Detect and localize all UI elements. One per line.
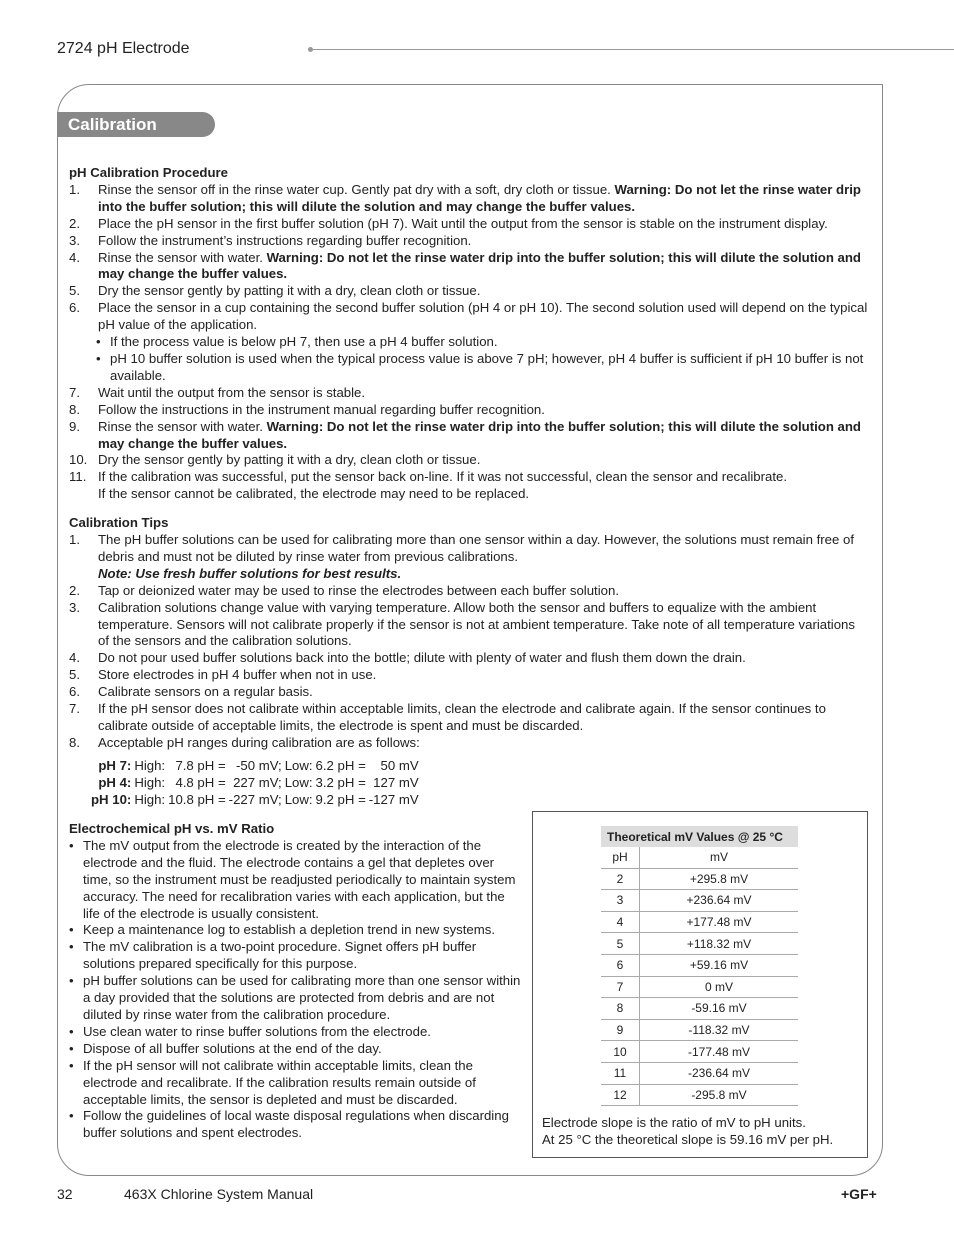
table-row xyxy=(601,976,798,998)
step6-bullets xyxy=(69,334,869,385)
ratio-section xyxy=(69,821,524,1142)
slope-note xyxy=(542,1114,833,1148)
range-row xyxy=(91,792,422,809)
tip-step xyxy=(69,650,869,667)
procedure-step xyxy=(69,419,869,453)
step-number: 10. xyxy=(69,452,88,468)
ratio-bullet: • If the pH sensor will not calibrate within acceptable limits, clean the electrode and recalibrate. If the calibration results remain outside of acceptable limits, the sensor is depleted and must be discarded. xyxy=(69,1058,524,1109)
procedure-step xyxy=(69,300,869,334)
step-number: 1. xyxy=(69,181,80,197)
procedure-heading: pH Calibration Procedure xyxy=(69,165,229,180)
step-text: Follow the instructions in the instrument manual regarding buffer recognition. xyxy=(98,401,545,417)
main-content xyxy=(69,165,869,809)
range-cell-lm: -127 mV xyxy=(368,791,419,807)
ph-ranges-table xyxy=(91,758,422,809)
mv-cell-mv: +177.48 mV xyxy=(640,911,799,933)
tip-text: Acceptable pH ranges during calibration are as follows: xyxy=(98,734,420,750)
range-cell-ph: pH 10: xyxy=(91,791,132,807)
range-cell-lv: 6.2 pH = xyxy=(315,757,366,773)
range-cell-lo: Low: xyxy=(284,791,313,807)
mv-col-mv: mV xyxy=(640,847,799,868)
footer-title: 463X Chlorine System Manual xyxy=(124,1186,314,1202)
mv-cell-mv: -118.32 mV xyxy=(640,1019,799,1041)
tips-heading: Calibration Tips xyxy=(69,515,169,531)
range-row xyxy=(91,775,422,792)
ratio-list xyxy=(69,838,524,1142)
tip-text: Tap or deionized water may be used to rinse the electrodes between each buffer solution. xyxy=(98,582,619,598)
range-cell-hm: -50 mV; xyxy=(236,757,282,773)
mv-cell-mv: +59.16 mV xyxy=(640,954,799,976)
ratio-bullet: • The mV calibration is a two-point procedure. Signet offers pH buffer solutions prepared specifically for this purpose. xyxy=(69,939,524,973)
mv-cell-ph: 12 xyxy=(601,1084,640,1106)
ratio-bullet: • Use clean water to rinse buffer solutions from the electrode. xyxy=(69,1024,524,1041)
tip-number: 8. xyxy=(69,734,80,750)
table-row xyxy=(601,890,798,912)
page-number: 32 xyxy=(57,1186,73,1202)
tip-step xyxy=(69,667,869,684)
mv-cell-mv: 0 mV xyxy=(640,976,799,998)
tip-step xyxy=(69,600,869,651)
procedure-step xyxy=(69,469,869,503)
step6-bullet: • pH 10 buffer solution is used when the typical process value is above 7 pH; however, pH 4 buffer is sufficient if pH 10 buffer is not available. xyxy=(96,351,869,385)
slope-note-line2: At 25 °C the theoretical slope is 59.16 mV per pH. xyxy=(542,1132,834,1147)
step-number: 8. xyxy=(69,401,80,417)
tip-number: 4. xyxy=(69,650,80,666)
tip-text: Calibrate sensors on a regular basis. xyxy=(98,684,313,700)
step6-bullet: • If the process value is below pH 7, then use a pH 4 buffer solution. xyxy=(96,334,869,351)
tip-number: 1. xyxy=(69,532,80,548)
step-number: 3. xyxy=(69,232,80,248)
tip-number: 3. xyxy=(69,599,80,615)
step-number: 2. xyxy=(69,215,80,231)
tip-number: 7. xyxy=(69,701,80,717)
mv-values-table xyxy=(601,826,798,1106)
tip-step xyxy=(69,583,869,600)
mv-values-box xyxy=(532,811,868,1158)
range-cell-hi: High: xyxy=(134,757,166,773)
step-warning: Warning: Do not let the rinse water drip into the buffer solution; this will dilute the solution and may change the buffer values. xyxy=(98,418,861,451)
tip-step xyxy=(69,684,869,701)
tip-step xyxy=(69,701,869,735)
step-warning: Warning: Do not let the rinse water drip into the buffer solution; this will dilute the solution and may change the buffer values. xyxy=(98,249,861,282)
table-row xyxy=(601,933,798,955)
mv-cell-mv: +295.8 mV xyxy=(640,868,799,890)
mv-cell-mv: +118.32 mV xyxy=(640,933,799,955)
tip-number: 5. xyxy=(69,667,80,683)
mv-cell-ph: 7 xyxy=(601,976,640,998)
mv-cell-mv: -177.48 mV xyxy=(640,1041,799,1063)
table-row xyxy=(601,868,798,890)
mv-cell-ph: 11 xyxy=(601,1062,640,1084)
step-text: Rinse the sensor with water. xyxy=(98,249,267,265)
procedure-step xyxy=(69,283,869,300)
tip-text: Do not pour used buffer solutions back into the bottle; dilute with plenty of water and flush them down the drain. xyxy=(98,650,746,666)
range-cell-lm: 50 mV xyxy=(380,757,419,773)
range-cell-hv: 4.8 pH = xyxy=(175,774,226,790)
header-rule xyxy=(310,49,954,50)
mv-cell-ph: 10 xyxy=(601,1041,640,1063)
step-text: Place the pH sensor in the first buffer solution (pH 7). Wait until the output from the sensor is stable on the instrument display. xyxy=(98,215,828,231)
mv-table-title: Theoretical mV Values @ 25 °C xyxy=(601,826,798,847)
table-row xyxy=(601,1041,798,1063)
range-cell-ph: pH 7: xyxy=(98,757,132,773)
step-text: Dry the sensor gently by patting it with a dry, clean cloth or tissue. xyxy=(98,452,481,468)
tip-text: Calibration solutions change value with varying temperature. Allow both the sensor and buffers to equalize with the ambient temperature. Sensors will not calibrate properly if the sensor is not at ambient temperature. Take note of all temperature variations of the sensors and the calibration solutions. xyxy=(98,599,855,649)
range-cell-hm: -227 mV; xyxy=(228,791,282,807)
mv-cell-mv: -236.64 mV xyxy=(640,1062,799,1084)
mv-cell-ph: 5 xyxy=(601,933,640,955)
tip-step xyxy=(69,532,869,583)
procedure-step xyxy=(69,452,869,469)
ratio-bullet: • pH buffer solutions can be used for calibrating more than one sensor within a day provided that the solutions are protected from debris and are not diluted by rinse water from the calibration procedure. xyxy=(69,973,524,1024)
step-text: Place the sensor in a cup containing the second buffer solution (pH 4 or pH 10). The second solution used will depend on the typical pH value of the application. xyxy=(98,300,868,333)
procedure-list xyxy=(69,182,869,503)
table-row xyxy=(601,1062,798,1084)
range-cell-hv: 10.8 pH = xyxy=(168,791,226,807)
procedure-step xyxy=(69,233,869,250)
mv-cell-mv: -59.16 mV xyxy=(640,998,799,1020)
step-text-extra: If the sensor cannot be calibrated, the electrode may need to be replaced. xyxy=(98,486,530,502)
tip-text: The pH buffer solutions can be used for calibrating more than one sensor within a day. However, the solutions must remain free of debris and must not be diluted by rinse water from previous calibrations. xyxy=(98,532,854,564)
range-cell-hv: 7.8 pH = xyxy=(175,757,226,773)
ratio-bullet: • Keep a maintenance log to establish a depletion trend in new systems. xyxy=(69,922,524,939)
step-number: 9. xyxy=(69,418,80,434)
table-row xyxy=(601,954,798,976)
mv-cell-ph: 8 xyxy=(601,998,640,1020)
step-text: If the calibration was successful, put the sensor back on-line. If it was not successful, clean the sensor and recalibrate. xyxy=(98,469,788,485)
mv-cell-ph: 9 xyxy=(601,1019,640,1041)
step-number: 5. xyxy=(69,283,80,299)
mv-col-ph: pH xyxy=(601,847,640,868)
header-title: 2724 pH Electrode xyxy=(57,40,190,57)
mv-cell-mv: +236.64 mV xyxy=(640,890,799,912)
step-text: Rinse the sensor with water. xyxy=(98,418,267,434)
range-cell-hi: High: xyxy=(134,774,166,790)
step-number: 7. xyxy=(69,384,80,400)
range-cell-ph: pH 4: xyxy=(98,774,132,790)
tips-list xyxy=(69,532,869,752)
range-cell-lm: 127 mV xyxy=(373,774,419,790)
range-row xyxy=(91,758,422,775)
procedure-step xyxy=(69,250,869,284)
table-row xyxy=(601,1084,798,1106)
tip-number: 2. xyxy=(69,582,80,598)
step-number: 4. xyxy=(69,249,80,265)
tip-step xyxy=(69,735,869,752)
procedure-step xyxy=(69,216,869,233)
step-text: Follow the instrument’s instructions regarding buffer recognition. xyxy=(98,232,472,248)
step-text: Wait until the output from the sensor is stable. xyxy=(98,384,366,400)
ratio-bullet: • The mV output from the electrode is created by the interaction of the electrode and the fluid. The electrode contains a gel that depletes over time, so the instrument must be readjusted periodically to maintain system accuracy. The need for recalibration varies with each application, but the life of the electrode is usually consistent. xyxy=(69,838,524,923)
mv-cell-ph: 6 xyxy=(601,954,640,976)
tip-number: 6. xyxy=(69,684,80,700)
tip-note: Note: Use fresh buffer solutions for best results. xyxy=(98,565,402,581)
mv-cell-ph: 4 xyxy=(601,911,640,933)
step-text: Rinse the sensor off in the rinse water cup. Gently pat dry with a soft, dry cloth or tissue. xyxy=(98,181,615,197)
range-cell-hi: High: xyxy=(134,791,166,807)
range-cell-hm: 227 mV; xyxy=(233,774,282,790)
step-warning: Warning: Do not let the rinse water drip into the buffer solution; this will dilute the solution and may change the buffer values. xyxy=(98,181,861,214)
tip-text: If the pH sensor does not calibrate within acceptable limits, clean the electrode and calibrate again. If the sensor continues to calibrate outside of acceptable limits, the electrode is spent and must be discarded. xyxy=(98,701,826,733)
table-row xyxy=(601,1019,798,1041)
ratio-bullet: • Dispose of all buffer solutions at the end of the day. xyxy=(69,1041,524,1058)
range-cell-lo: Low: xyxy=(284,757,313,773)
mv-cell-ph: 2 xyxy=(601,868,640,890)
range-cell-lo: Low: xyxy=(284,774,313,790)
ratio-heading: Electrochemical pH vs. mV Ratio xyxy=(69,821,275,836)
step-number: 11. xyxy=(69,469,87,485)
procedure-step xyxy=(69,182,869,216)
table-row xyxy=(601,911,798,933)
procedure-step xyxy=(69,402,869,419)
table-row xyxy=(601,998,798,1020)
gf-logo: +GF+ xyxy=(841,1186,877,1202)
step-number: 6. xyxy=(69,300,80,316)
mv-cell-mv: -295.8 mV xyxy=(640,1084,799,1106)
procedure-step xyxy=(69,385,869,402)
step-text: Dry the sensor gently by patting it with a dry, clean cloth or tissue. xyxy=(98,283,481,299)
range-cell-lv: 3.2 pH = xyxy=(315,774,366,790)
mv-cell-ph: 3 xyxy=(601,890,640,912)
ratio-bullet: • Follow the guidelines of local waste disposal regulations when discarding buffer solutions and spent electrodes. xyxy=(69,1108,524,1142)
slope-note-line1: Electrode slope is the ratio of mV to pH units. xyxy=(542,1115,806,1130)
tip-text: Store electrodes in pH 4 buffer when not in use. xyxy=(98,667,377,683)
range-cell-lv: 9.2 pH = xyxy=(315,791,366,807)
section-tab: Calibration xyxy=(57,112,215,137)
